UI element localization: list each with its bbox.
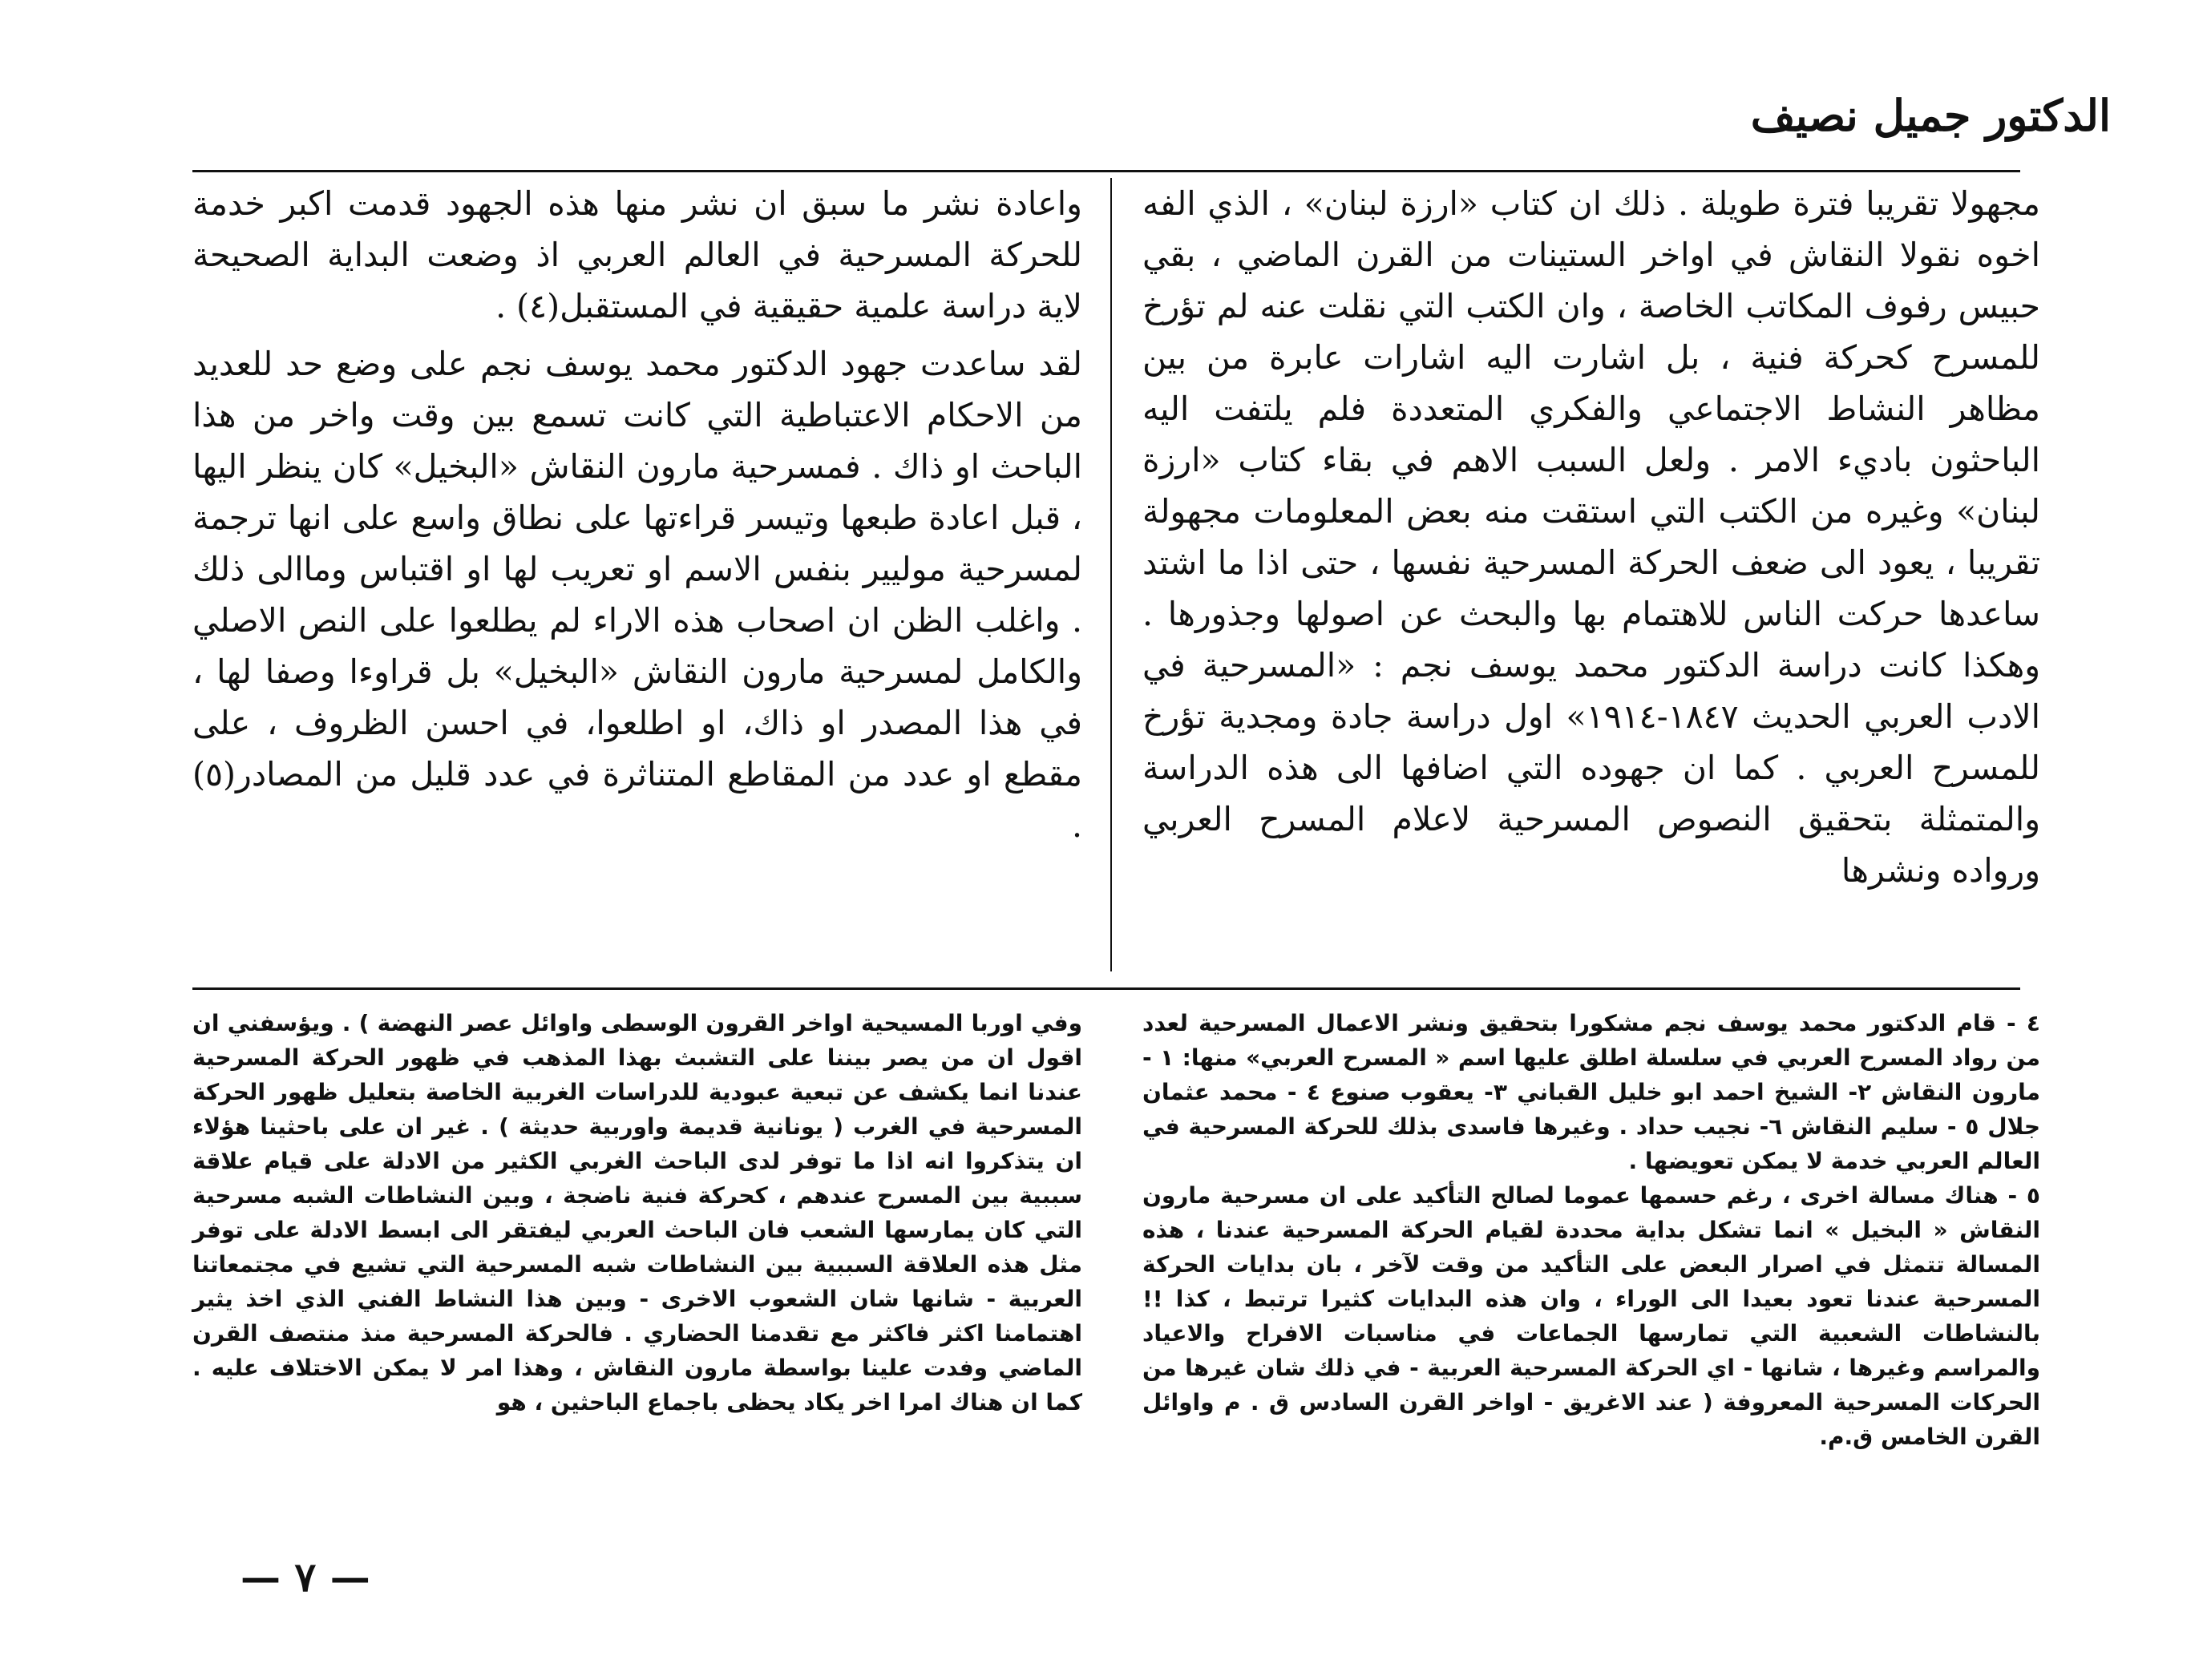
body-paragraph: واعادة نشر ما سبق ان نشر منها هذه الجهود قدمت اكبر خدمة للحركة المسرحية في العالم العربي اذ وضعت البداية الصحيحة لاية دراسة علمية حقيقية في المستقبل(٤) .	[192, 184, 1082, 325]
footnote: ٥ - هناك مسالة اخرى ، رغم حسمها عموما لصالح التأكيد على ان مسرحية مارون النقاش « البخيل » انما تشكل بداية محددة لقيام الحركة المسرحية عندنا ، هذه المسالة تتمثل في اصرار البعض على التأكيد من وقت لآخر ، بان بدايات الحركة المسرحية عندنا تعود بعيدا الى الوراء ، وان هذه البدايات كثيرا ترتبط ، كذا !! بالنشاطات الشعبية التي تمارسها الجماعات في مناسبات الافراح والاعياد والمراسم وغيرها ، شانها - اي الحركة المسرحية العربية - في ذلك شان غيرها من الحركات المسرحية المعروفة ( عند الاغريق - اواخر القرن السادس ق . م واوائل القرن الخامس ق.م.	[1142, 1182, 2040, 1450]
body-column-left	[192, 178, 1082, 851]
header-rule	[192, 170, 2020, 172]
body-paragraph: لقد ساعدت جهود الدكتور محمد يوسف نجم على وضع حد للعديد من الاحكام الاعتباطية التي كانت تسمع بين وقت واخر من هذا الباحث او ذاك . فمسرحية مارون النقاش «البخيل» كان ينظر اليها ، قبل اعادة طبعها وتيسر قراءتها على نطاق واسع على انها ترجمة لمسرحية موليير بنفس الاسم او تعريب لها او اقتباس وماالى ذلك . واغلب الظن ان اصحاب هذه الاراء لم يطلعوا على النص الاصلي والكامل لمسرحية مارون النقاش «البخيل» بل قراوءا وصفا لها ، في هذا المصدر او ذاك، او اطلعوا، في احسن الظروف ، على مقطع او عدد من المقاطع المتناثرة في عدد قليل من المصادر(٥) .	[192, 345, 1082, 845]
footnote-rule	[192, 987, 2020, 990]
footnote: وفي اوربا المسيحية اواخر القرون الوسطى واوائل عصر النهضة ) . ويؤسفني ان اقول ان من يصر بيننا على التشبث بهذا المذهب في ظهور الحركة المسرحية عندنا انما يكشف عن تبعية عبودية للدراسات الغربية الخاصة بتعليل ظهور الحركة المسرحية في الغرب ( يونانية قديمة واوربية حديثة ) . غير ان على باحثينا هؤلاء ان يتذكروا انه اذا ما توفر لدى الباحث الغربي الكثير من الادلة على قيام علاقة سببية بين المسرح عندهم ، كحركة فنية ناضجة ، وبين النشاطات الشبه مسرحية التي كان يمارسها الشعب فان الباحث العربي ليفتقر الى ابسط الادلة على توفر مثل هذه العلاقة السببية بين النشاطات شبه المسرحية التي تشيع في مجتمعاتنا العربية - شانها شان الشعوب الاخرى - وبين هذا النشاط الفني الذي اخذ يثير اهتمامنا اكثر فاكثر مع تقدمنا الحضاري . فالحركة المسرحية منذ منتصف القرن الماضي وفدت علينا بواسطة مارون النقاش ، وهذا امر لا يمكن الاختلاف عليه . كما ان هناك امرا اخر يكاد يحظى باجماع الباحثين ، هو	[192, 1010, 1082, 1415]
page-number: — ٧ —	[241, 1553, 370, 1601]
body-column-right	[1142, 178, 2040, 896]
body-paragraph: مجهولا تقريبا فترة طويلة . ذلك ان كتاب «ارزة لبنان» ، الذي الفه اخوه نقولا النقاش في اواخر الستينات من القرن الماضي ، بقي حبيس رفوف المكاتب الخاصة ، وان الكتب التي نقلت عنه لم تؤرخ للمسرح كحركة فنية ، بل اشارت اليه اشارات عابرة من بين مظاهر النشاط الاجتماعي والفكري المتعددة فلم يلتفت اليه الباحثون باديء الامر . ولعل السبب الاهم في بقاء كتاب «ارزة لبنان» وغيره من الكتب التي استقت منه بعض المعلومات مجهولة تقريبا ، يعود الى ضعف الحركة المسرحية نفسها ، حتى اذا ما اشتد ساعدها حركت الناس للاهتمام بها والبحث عن اصولها وجذورها . وهكذا كانت دراسة الدكتور محمد يوسف نجم : «المسرحية في الادب العربي الحديث ١٨٤٧-١٩١٤» اول دراسة جادة ومجدية تؤرخ للمسرح العربي . كما ان جهوده التي اضافها الى هذه الدراسة والمتمثلة بتحقيق النصوص المسرحية لاعلام المسرح العربي ورواده ونشرها	[1142, 184, 2041, 890]
running-head: الدكتور جميل نصيف	[1750, 90, 2111, 141]
footnotes-column-right	[1142, 1006, 2040, 1454]
column-divider	[1110, 178, 1112, 971]
footnote: ٤ - قام الدكتور محمد يوسف نجم مشكورا بتحقيق ونشر الاعمال المسرحية لعدد من رواد المسرح العربي في سلسلة اطلق عليها اسم « المسرح العربي» منها: ١ - مارون النقاش ٢- الشيخ احمد ابو خليل القباني ٣- يعقوب صنوع ٤ - محمد عثمان جلال ٥ - سليم النقاش ٦- نجيب حداد . وغيرها فاسدى بذلك للحركة المسرحية في العالم العربي خدمة لا يمكن تعويضها .	[1142, 1010, 2041, 1174]
footnotes-column-left	[192, 1006, 1082, 1420]
